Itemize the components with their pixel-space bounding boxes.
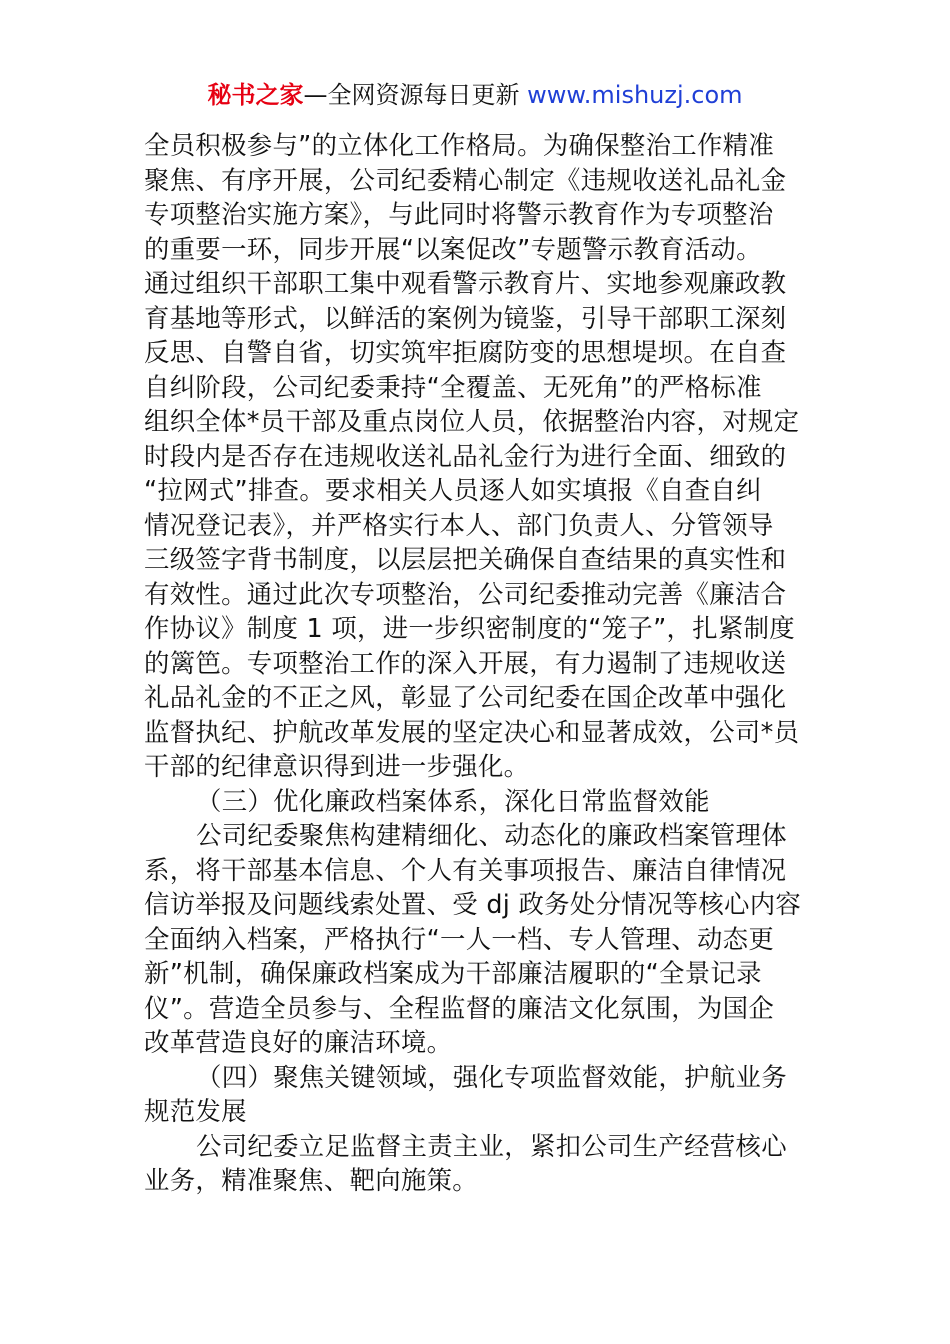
text-line: 新”机制，确保廉政档案成为干部廉洁履职的“全景记录 [144, 958, 762, 988]
text-line: （四）聚焦关键领域，强化专项监督效能，护航业务 [196, 1061, 787, 1092]
text-line: 时段内是否存在违规收送礼品礼金行为进行全面、细致的 [144, 440, 787, 471]
text-line: 育基地等形式，以鲜活的案例为镜鉴，引导干部职工深刻 [144, 302, 787, 333]
text-line: “拉网式”排查。要求相关人员逐人如实填报《自查自纠 [144, 475, 762, 505]
text-line: （三）优化廉政档案体系，深化日常监督效能 [196, 785, 710, 816]
page-header [0, 78, 950, 112]
text-line: 的重要一环，同步开展“以案促改”专题警示教育活动。 [144, 233, 762, 264]
text-line: 有效性。通过此次专项整治，公司纪委推动完善《廉洁合 [144, 578, 787, 609]
text-line: 仪”。营造全员参与、全程监督的廉洁文化氛围，为国企 [144, 992, 775, 1023]
text-line: 规范发展 [144, 1096, 247, 1126]
document-body [144, 128, 824, 1198]
text-line: 聚焦、有序开展，公司纪委精心制定《违规收送礼品礼金 [144, 164, 787, 195]
text-line: 全面纳入档案，严格执行“一人一档、专人管理、动态更 [144, 923, 775, 954]
text-line: 三级签字背书制度，以层层把关确保自查结果的真实性和 [144, 544, 787, 574]
text-line: 情况登记表》，并严格实行本人、部门负责人、分管领导 [144, 509, 774, 540]
text-line: 组织全体*员干部及重点岗位人员，依据整治内容，对规定 [144, 406, 800, 436]
text-line: 监督执纪、护航改革发展的坚定决心和显著成效，公司*员 [144, 716, 800, 747]
site-url-link[interactable]: www.mishuzj.com [527, 81, 743, 109]
text-line: 的篱笆。专项整治工作的深入开展，有力遏制了违规收送 [144, 647, 787, 678]
site-tagline: —全网资源每日更新 [303, 81, 528, 109]
text-line: 系，将干部基本信息、个人有关事项报告、廉洁自律情况 [144, 854, 787, 885]
text-line: 信访举报及问题线索处置、受 dj 政务处分情况等核心内容 [144, 889, 802, 919]
text-line: 业务，精准聚焦、靶向施策。 [144, 1165, 478, 1195]
text-line: 反思、自警自省，切实筑牢拒腐防变的思想堤坝。在自查 [144, 337, 787, 367]
site-brand: 秘书之家 [207, 81, 304, 109]
text-line: 专项整治实施方案》，与此同时将警示教育作为专项整治 [144, 199, 774, 229]
text-line: 通过组织干部职工集中观看警示教育片、实地参观廉政教 [144, 268, 787, 298]
text-line: 礼品礼金的不正之风，彰显了公司纪委在国企改革中强化 [144, 682, 787, 712]
text-line: 全员积极参与”的立体化工作格局。为确保整治工作精准 [144, 130, 775, 160]
text-line: 干部的纪律意识得到进一步强化。 [144, 751, 530, 781]
text-line: 公司纪委立足监督主责主业，紧扣公司生产经营核心 [196, 1130, 787, 1161]
text-line: 作协议》制度 1 项，进一步织密制度的“笼子”，扎紧制度 [144, 613, 795, 643]
text-line: 改革营造良好的廉洁环境。 [144, 1027, 453, 1057]
text-line: 自纠阶段，公司纪委秉持“全覆盖、无死角”的严格标准 [144, 371, 762, 402]
text-line: 公司纪委聚焦构建精细化、动态化的廉政档案管理体 [196, 820, 787, 850]
